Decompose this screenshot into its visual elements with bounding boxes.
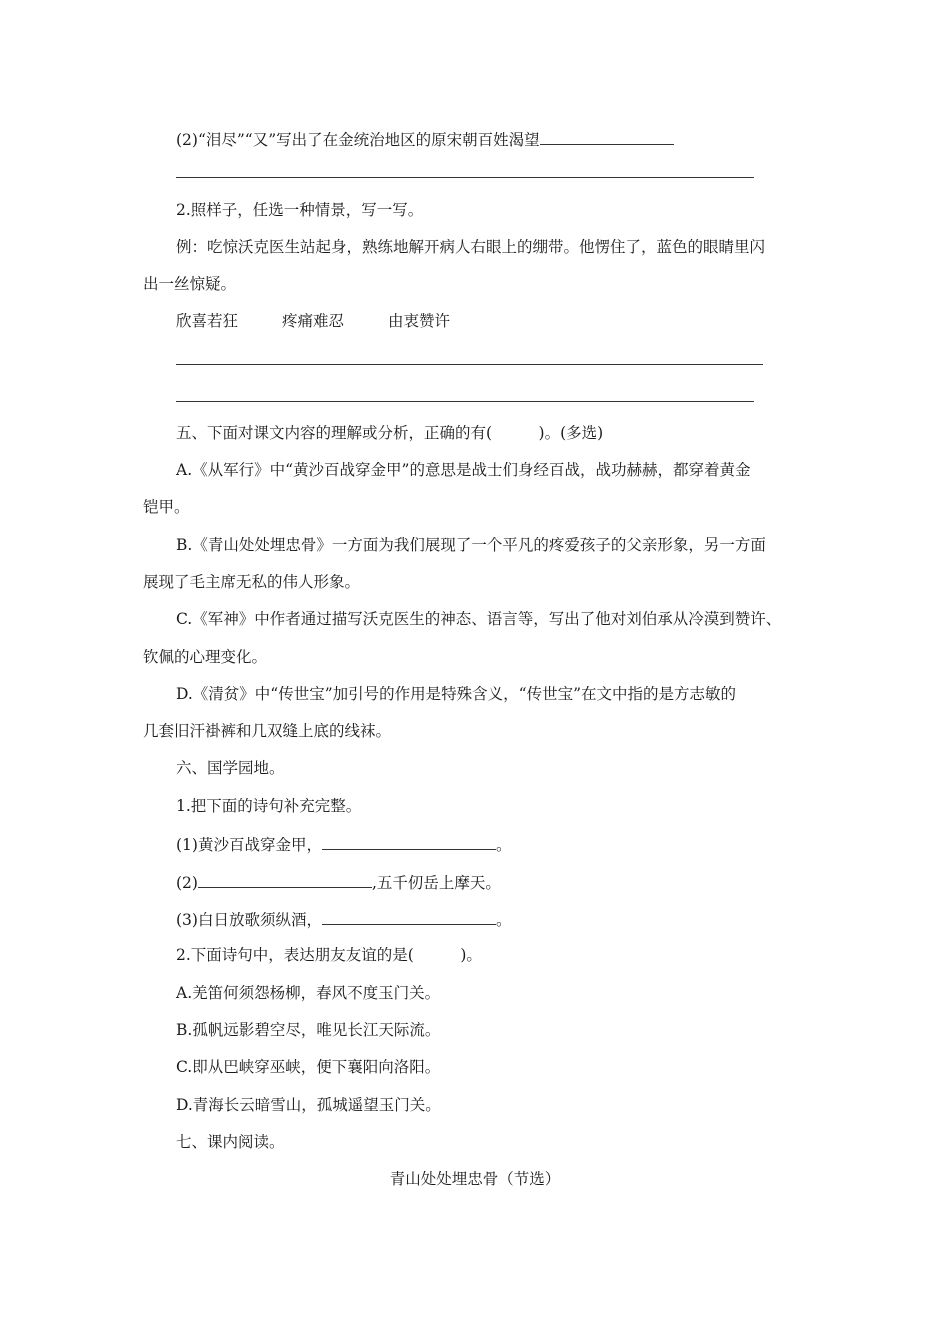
poem-text: ,五千仞岳上摩天。	[371, 874, 501, 892]
poem-fill-1	[176, 833, 511, 855]
option-c-line-1: C.《军神》中作者通过描写沃克医生的神态、语言等，写出了他对刘伯承从冷漠到赞许、	[176, 610, 782, 628]
poem-text: (2)	[176, 874, 198, 892]
choice-c: C.即从巴峡穿巫峡，便下襄阳向洛阳。	[176, 1058, 441, 1076]
friendship-question: 2.下面诗句中，表达朋友友谊的是( )。	[176, 946, 482, 964]
option-c-line-2: 钦佩的心理变化。	[143, 648, 268, 666]
question-6-title: 六、国学园地。	[176, 759, 285, 777]
option-b-line-2: 展现了毛主席无私的伟人形象。	[143, 573, 361, 591]
option-d-line-2: 几套旧汗褂裤和几双缝上底的线袜。	[143, 722, 392, 740]
answer-line[interactable]	[176, 401, 754, 402]
option-a-line-1: A.《从军行》中“黄沙百战穿金甲”的意思是战士们身经百战，战功赫赫，都穿着黄金	[176, 461, 751, 479]
poem-text: 。	[495, 836, 512, 854]
passage-title: 青山处处埋忠骨（节选）	[389, 1170, 561, 1188]
poem-text: (3)白日放歌须纵酒，	[176, 911, 322, 929]
poem-fill-title: 1.把下面的诗句补充完整。	[176, 797, 362, 815]
answer-blank[interactable]	[322, 833, 496, 850]
poem-text: (1)黄沙百战穿金甲，	[176, 836, 322, 854]
question-5-title: 五、下面对课文内容的理解或分析，正确的有( )。(多选)	[176, 424, 604, 442]
option-d-line-1: D.《清贫》中“传世宝”加引号的作用是特殊含义，“传世宝”在文中指的是方志敏的	[176, 685, 737, 703]
example-line-2: 出一丝惊疑。	[143, 275, 237, 293]
scene-options	[176, 311, 450, 331]
poem-text: 。	[495, 911, 512, 929]
imitate-title: 2.照样子，任选一种情景，写一写。	[176, 201, 424, 219]
scene-option: 疼痛难忍	[282, 312, 345, 330]
example-line-1: 例：吃惊沃克医生站起身，熟练地解开病人右眼上的绷带。他愣住了，蓝色的眼睛里闪	[176, 238, 766, 256]
question-text: (2)“泪尽”“又”写出了在金统治地区的原宋朝百姓渴望	[176, 131, 540, 149]
option-a-line-2: 铠甲。	[143, 498, 190, 516]
scene-option: 欣喜若狂	[176, 312, 239, 330]
option-b-line-1: B.《青山处处埋忠骨》一方面为我们展现了一个平凡的疼爱孩子的父亲形象，另一方面	[176, 536, 766, 554]
answer-blank[interactable]	[322, 908, 496, 925]
choice-b: B.孤帆远影碧空尽，唯见长江天际流。	[176, 1021, 441, 1039]
question-7-title: 七、课内阅读。	[176, 1133, 285, 1151]
answer-line[interactable]	[176, 364, 763, 365]
poem-fill-3	[176, 908, 511, 930]
choice-d: D.青海长云暗雪山，孤城遥望玉门关。	[176, 1096, 441, 1114]
question-4-item-2	[176, 128, 674, 150]
poem-fill-2	[176, 871, 501, 893]
scene-option: 由衷赞许	[388, 312, 451, 330]
choice-a: A.羌笛何须怨杨柳，春风不度玉门关。	[176, 984, 441, 1002]
answer-line[interactable]	[176, 177, 754, 178]
answer-blank[interactable]	[540, 128, 674, 145]
answer-blank[interactable]	[198, 871, 372, 888]
